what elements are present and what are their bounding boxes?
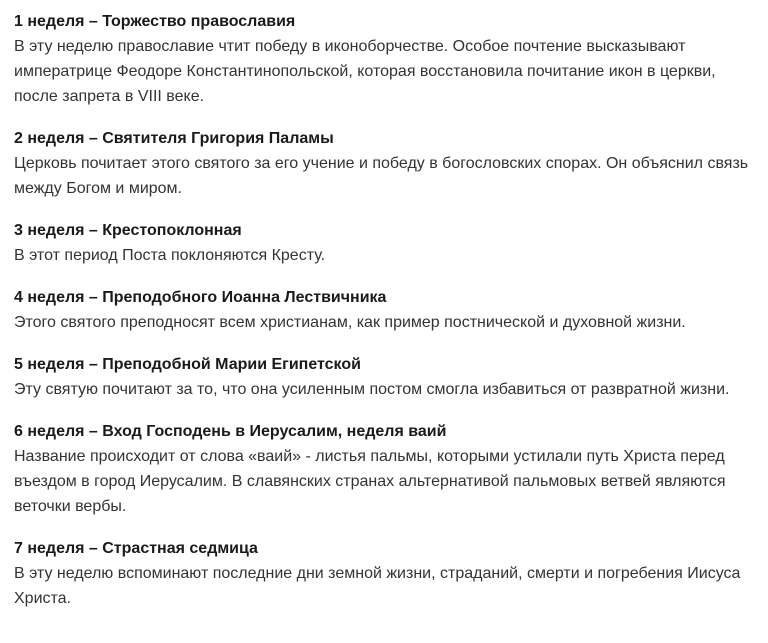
- week-description: Церковь почитает этого святого за его учение и победу в богословских спорах. Он объяснил связь между Богом и миром.: [14, 155, 749, 197]
- week-description: Этого святого преподносят всем христианам, как пример постнической и духовной жизни.: [14, 314, 686, 331]
- week-section-4: [14, 285, 754, 335]
- week-description: В этот период Поста поклоняются Кресту.: [14, 247, 326, 264]
- week-section-6: [14, 419, 754, 519]
- week-section-5: [14, 352, 754, 402]
- week-section-1: [14, 9, 754, 109]
- week-title: 3 неделя – Крестопоклонная: [14, 222, 242, 239]
- week-title: 4 неделя – Преподобного Иоанна Лествичника: [14, 289, 387, 306]
- week-section-3: [14, 218, 754, 268]
- week-description: Название происходит от слова «ваий» - листья пальмы, которыми устилали путь Христа перед въездом в город Иерусалим. В славянских странах альтернативой пальмовых ветвей являются веточки вербы.: [14, 448, 726, 515]
- week-description: В эту неделю православие чтит победу в иконоборчестве. Особое почтение высказывают императрице Феодоре Константинопольской, которая восстановила почитание икон в церкви, после запрета в VIII веке.: [14, 38, 716, 105]
- week-title: 1 неделя – Торжество православия: [14, 13, 296, 30]
- week-section-7: [14, 536, 754, 611]
- week-title: 6 неделя – Вход Господень в Иерусалим, неделя ваий: [14, 423, 447, 440]
- week-title: 5 неделя – Преподобной Марии Египетской: [14, 356, 361, 373]
- week-title: 2 неделя – Святителя Григория Паламы: [14, 130, 334, 147]
- week-title: 7 неделя – Страстная седмица: [14, 540, 258, 557]
- week-section-2: [14, 126, 754, 201]
- week-description: Эту святую почитают за то, что она усиленным постом смогла избавиться от развратной жизни.: [14, 381, 730, 398]
- week-description: В эту неделю вспоминают последние дни земной жизни, страданий, смерти и погребения Иисуса Христа.: [14, 565, 741, 607]
